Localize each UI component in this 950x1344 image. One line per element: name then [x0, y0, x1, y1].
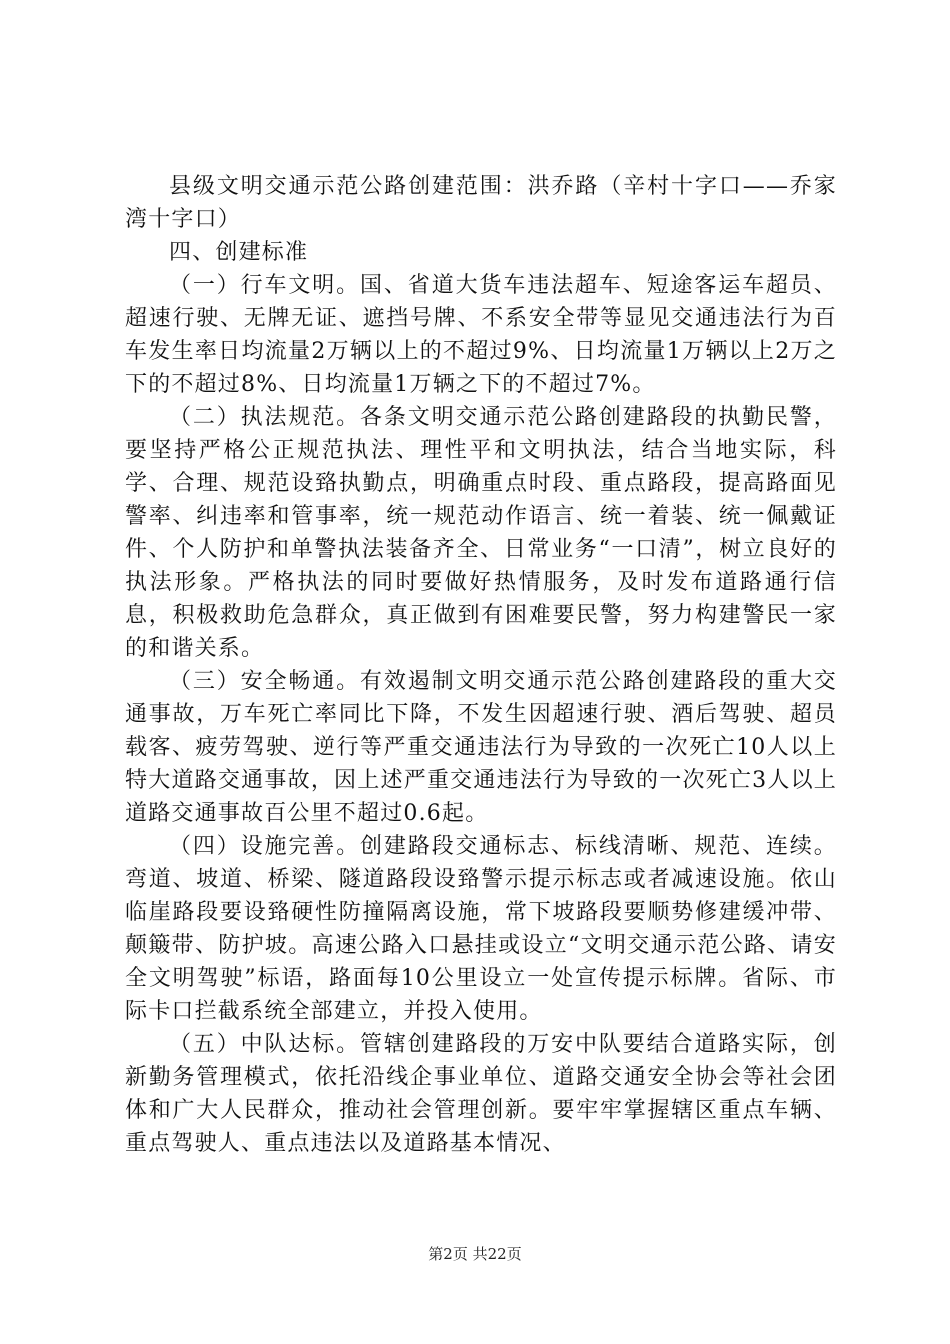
document-body — [125, 170, 837, 1160]
paragraph-law-enforcement: （二）执法规范。各条文明交通示范公路创建路段的执勤民警，要坚持严格公正规范执法、理性平和文明执法，结合当地实际，科学、合理、规范设臵执勤点，明确重点时段、重点路段，提高路面见警率、纠违率和管事率，统一规范动作语言、统一着装、统一佩戴证件、个人防护和单警执法装备齐全、日常业务“一口清”，树立良好的执法形象。严格执法的同时要做好热情服务，及时发布道路通行信息，积极救助危急群众，真正做到有困难要民警，努力构建警民一家的和谐关系。 — [125, 405, 837, 661]
paragraph-scope: 县级文明交通示范公路创建范围：洪乔路（辛村十字口——乔家湾十字口） — [125, 174, 837, 232]
paragraph-safety: （三）安全畅通。有效遏制文明交通示范公路创建路段的重大交通事故，万车死亡率同比下降，不发生因超速行驶、酒后驾驶、超员载客、疲劳驾驶、逆行等严重交通违法行为导致的一次死亡10人以上特大道路交通事故，因上述严重交通违法行为导致的一次死亡3人以上道路交通事故百公里不超过0.6起。 — [125, 669, 837, 826]
section-heading: 四、创建标准 — [169, 240, 309, 265]
paragraph-facilities: （四）设施完善。创建路段交通标志、标线清晰、规范、连续。弯道、坡道、桥梁、隧道路段设臵警示提示标志或者减速设施。依山临崖路段要设臵硬性防撞隔离设施，常下坡路段要顺势修建缓冲带、颠簸带、防护坡。高速公路入口悬挂或设立“文明交通示范公路、请安全文明驾驶”标语，路面每10公里设立一处宣传提示标牌。省际、市际卡口拦截系统全部建立，并投入使用。 — [125, 834, 837, 1024]
paragraph-traffic-civility: （一）行车文明。国、省道大货车违法超车、短途客运车超员、超速行驶、无牌无证、遮挡号牌、不系安全带等显见交通违法行为百车发生率日均流量2万辆以上的不超过9%、日均流量1万辆以上2万之下的不超过8%、日均流量1万辆之下的不超过7%。 — [125, 273, 837, 397]
page-number-footer: 第2页 共22页 — [428, 1245, 522, 1263]
paragraph-squad-standards: （五）中队达标。管辖创建路段的万安中队要结合道路实际，创新勤务管理模式，依托沿线企事业单位、道路交通安全协会等社会团体和广大人民群众，推动社会管理创新。要牢牢掌握辖区重点车辆、重点驾驶人、重点违法以及道路基本情况、 — [125, 1032, 837, 1156]
